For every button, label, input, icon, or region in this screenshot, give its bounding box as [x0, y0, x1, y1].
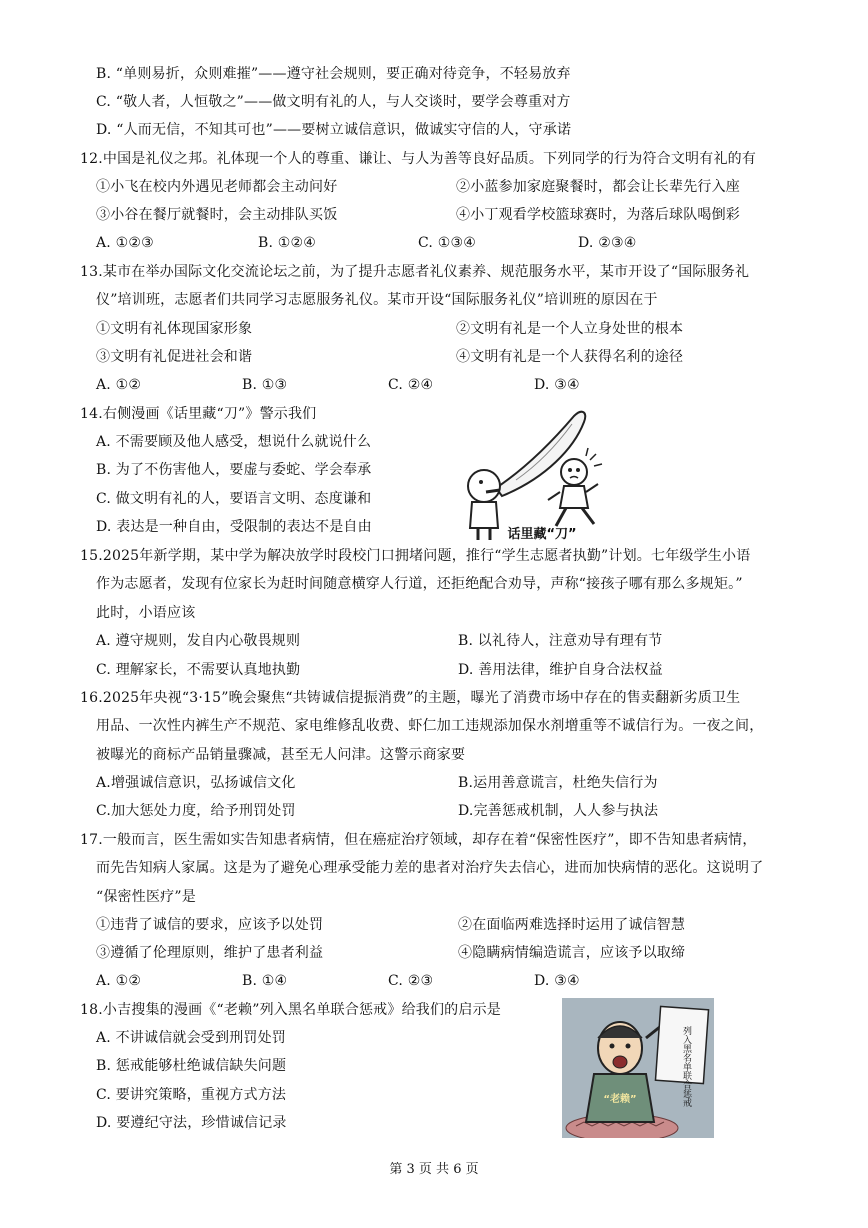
q15-option-c: C. 理解家长，不需要认真地执勤: [96, 662, 301, 678]
q14-option-a: A. 不需要顾及他人感受，想说什么就说什么: [96, 434, 372, 450]
q17-statement-1: ①违背了诚信的要求，应该予以处罚: [96, 917, 324, 933]
blacklist-cartoon: [562, 998, 714, 1138]
q13-stem-line2: 仪”培训班，志愿者们共同学习志愿服务礼仪。某市开设“国际服务礼仪”培训班的原因在于: [96, 292, 658, 308]
q13-option-b: B. ①③: [242, 377, 288, 393]
q12-option-a: A. ①②③: [96, 235, 154, 251]
q16-option-c: C.加大惩处力度，给予刑罚处罚: [96, 803, 296, 819]
q12-statement-1: ①小飞在校内外遇见老师都会主动问好: [96, 179, 338, 195]
q13-stem-line1: 13.某市在举办国际文化交流论坛之前，为了提升志愿者礼仪素养、规范服务水平，某市开设了“国际服务礼: [80, 264, 750, 280]
q16-stem-line1: 16.2025年央视“3·15”晚会聚焦“共铸诚信提振消费”的主题，曝光了消费市场中存在的售卖翻新劣质卫生: [80, 690, 741, 706]
q18-option-d: D. 要遵纪守法，珍惜诚信记录: [96, 1115, 287, 1131]
q12-option-d: D. ②③④: [578, 235, 637, 251]
q17-stem-line1: 17.一般而言，医生需如实告知患者病情，但在癌症治疗领域，却存在着“保密性医疗”，即不告知患者病情，: [80, 832, 757, 848]
blacklist-sign-text: 列入黑名单联合惩戒: [681, 1026, 691, 1107]
q17-option-a: A. ①②: [96, 973, 142, 989]
page-footer: 第 3 页 共 6 页: [389, 1162, 479, 1177]
q13-option-d: D. ③④: [534, 377, 580, 393]
q15-stem-line3: 此时，小语应该: [96, 605, 196, 621]
q17-stem-line3: “保密性医疗”是: [96, 889, 196, 905]
q15-stem-line2: 作为志愿者，发现有位家长为赶时间随意横穿人行道，还拒绝配合劝导，声称“接孩子哪有那么多规矩。”: [96, 576, 743, 592]
q13-statement-1: ①文明有礼体现国家形象: [96, 321, 253, 337]
knife-words-cartoon: [456, 408, 626, 544]
q12-statement-3: ③小谷在餐厅就餐时，会主动排队买饭: [96, 207, 338, 223]
q13-option-c: C. ②④: [388, 377, 434, 393]
cartoon-caption: 话里藏“刀”: [507, 527, 577, 542]
q16-option-b: B.运用善意谎言，杜绝失信行为: [458, 775, 658, 791]
q13-option-a: A. ①②: [96, 377, 142, 393]
q17-stem-line2: 而先告知病人家属。这是为了避免心理承受能力差的患者对治疗失去信心，进而加快病情的恶化。这说明了: [96, 860, 764, 876]
q16-option-d: D.完善惩戒机制，人人参与执法: [458, 803, 659, 819]
q17-option-b: B. ①④: [242, 973, 288, 989]
q11-option-d: D. “人而无信，不知其可也”——要树立诚信意识，做诚实守信的人，守承诺: [96, 122, 572, 138]
q18-option-c: C. 要讲究策略，重视方式方法: [96, 1087, 287, 1103]
q14-option-c: C. 做文明有礼的人，要语言文明、态度谦和: [96, 491, 372, 507]
q17-statement-2: ②在面临两难选择时运用了诚信智慧: [458, 917, 686, 933]
q12-statement-2: ②小蓝参加家庭聚餐时，都会让长辈先行入座: [456, 179, 740, 195]
q17-statement-3: ③遵循了伦理原则，维护了患者利益: [96, 945, 324, 961]
q15-option-d: D. 善用法律，维护自身合法权益: [458, 662, 663, 678]
q16-stem-line2: 用品、一次性内裤生产不规范、家电维修乱收费、虾仁加工违规添加保水剂增重等不诚信行为。一夜之间，: [96, 718, 764, 734]
q17-statement-4: ④隐瞒病情编造谎言，应该予以取缔: [458, 945, 686, 961]
q14-stem: 14.右侧漫画《话里藏“刀”》警示我们: [80, 406, 317, 422]
q18-option-b: B. 惩戒能够杜绝诚信缺失问题: [96, 1058, 287, 1074]
q11-option-c: C. “敬人者，人恒敬之”——做文明有礼的人，与人交谈时，要学会尊重对方: [96, 94, 571, 110]
q12-statement-4: ④小丁观看学校篮球赛时，为落后球队喝倒彩: [456, 207, 740, 223]
q13-statement-3: ③文明有礼促进社会和谐: [96, 349, 253, 365]
q14-option-d: D. 表达是一种自由，受限制的表达不是自由: [96, 519, 372, 535]
q12-option-c: C. ①③④: [418, 235, 476, 251]
q15-option-b: B. 以礼待人，注意劝导有理有节: [458, 633, 663, 649]
q15-option-a: A. 遵守规则，发自内心敬畏规则: [96, 633, 301, 649]
q14-option-b: B. 为了不伤害他人，要虚与委蛇、学会奉承: [96, 462, 372, 478]
q16-option-a: A.增强诚信意识，弘扬诚信文化: [96, 775, 296, 791]
q12-option-b: B. ①②④: [258, 235, 317, 251]
q13-statement-4: ④文明有礼是一个人获得名利的途径: [456, 349, 684, 365]
q18-option-a: A. 不讲诚信就会受到刑罚处罚: [96, 1030, 287, 1046]
q11-option-b: B. “单则易折，众则难摧”——遵守社会规则，要正确对待竞争，不轻易放弃: [96, 66, 571, 82]
q16-stem-line3: 被曝光的商标产品销量骤减，甚至无人问津。这警示商家要: [96, 747, 466, 763]
q17-option-d: D. ③④: [534, 973, 580, 989]
q12-stem: 12.中国是礼仪之邦。礼体现一个人的尊重、谦让、与人为善等良好品质。下列同学的行为符合文明有礼的有: [80, 151, 757, 167]
q17-option-c: C. ②③: [388, 973, 434, 989]
q13-statement-2: ②文明有礼是一个人立身处世的根本: [456, 321, 684, 337]
q18-stem: 18.小吉搜集的漫画《“老赖”列入黑名单联合惩戒》给我们的启示是: [80, 1002, 501, 1018]
q15-stem-line1: 15.2025年新学期，某中学为解决放学时段校门口拥堵问题，推行“学生志愿者执勤”计划。七年级学生小语: [80, 548, 751, 564]
deadbeat-label: “老赖”: [603, 1094, 637, 1105]
